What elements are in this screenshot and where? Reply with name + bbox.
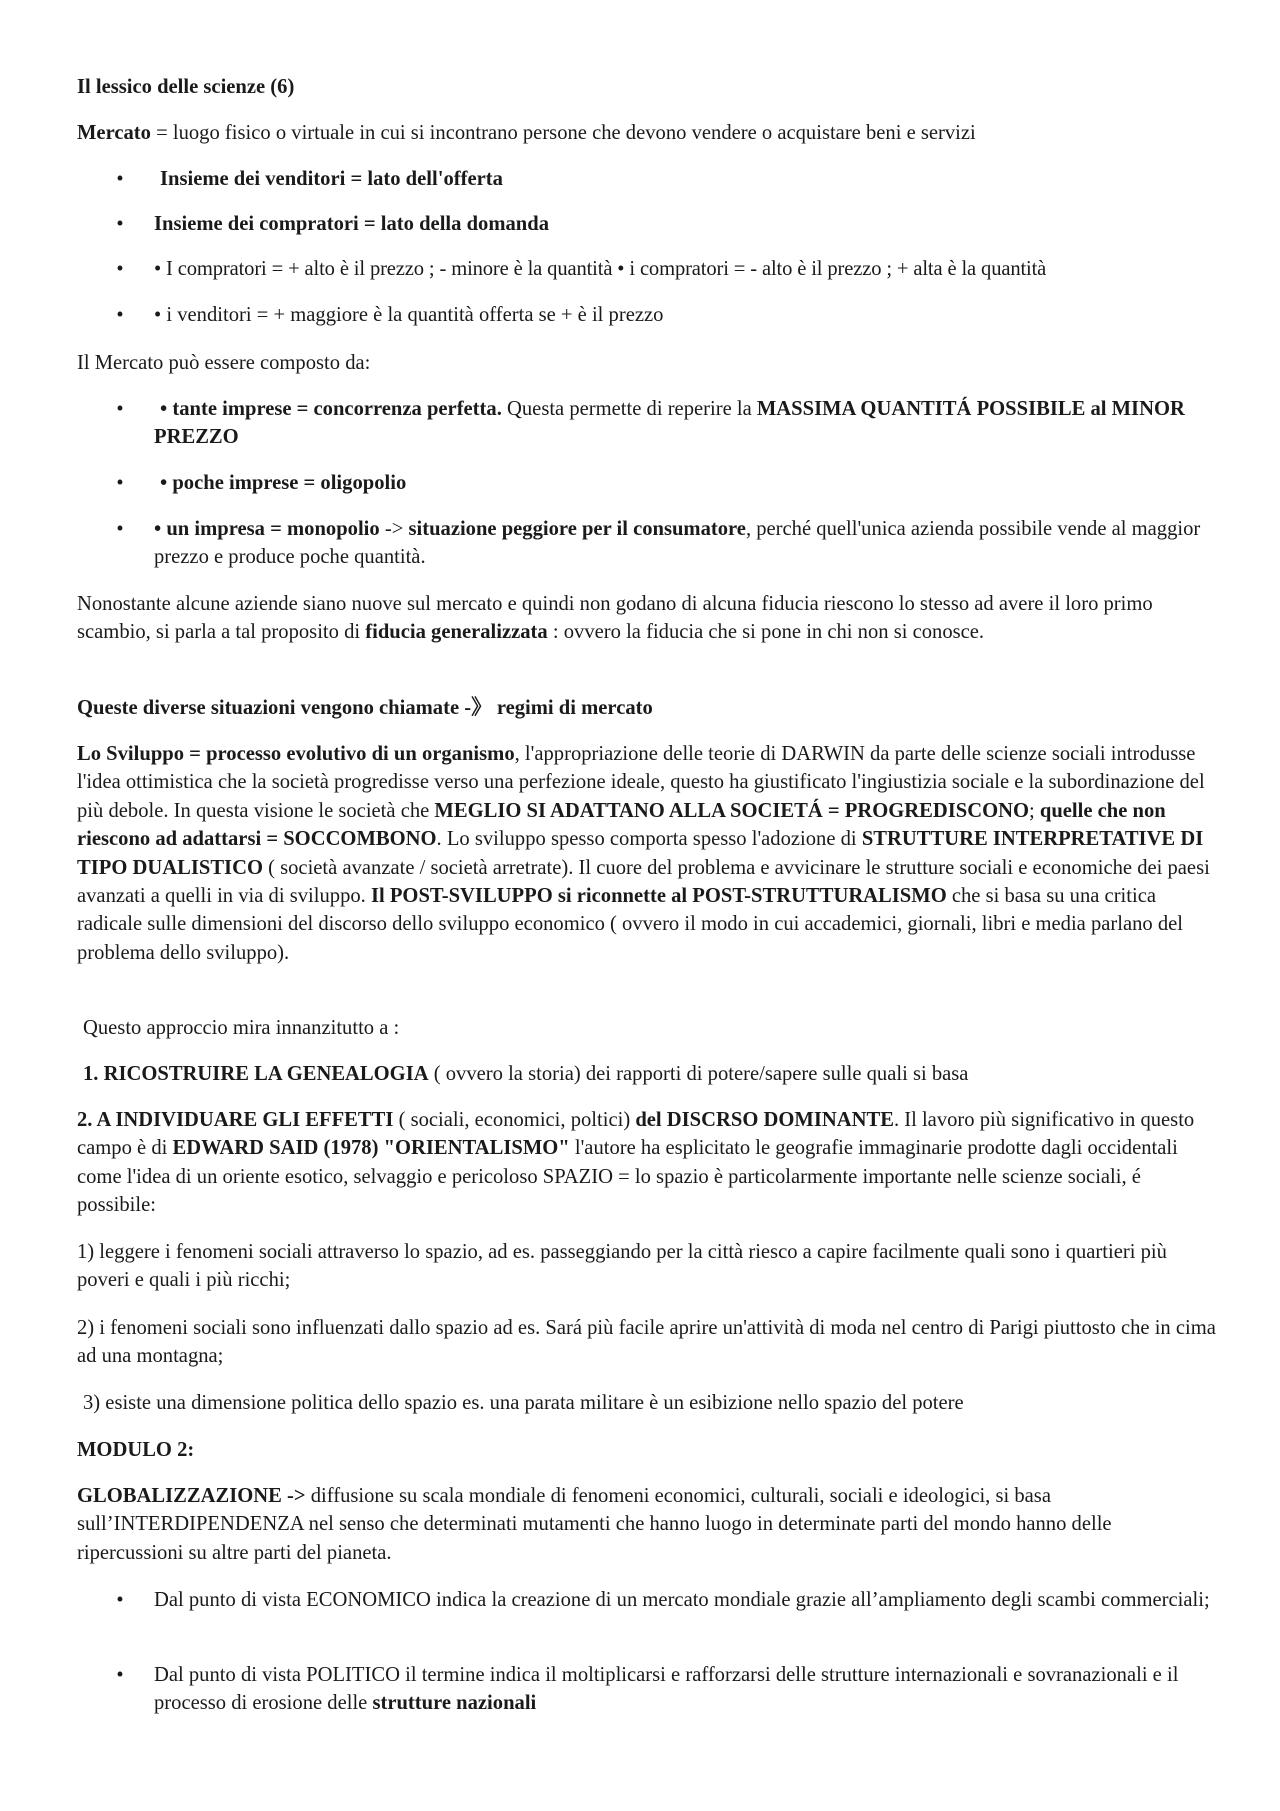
bullet-item: • i venditori = + maggiore è la quantità offerta se + è il prezzo xyxy=(154,304,664,326)
spazio-point-3: 3) esiste una dimensione politica dello spazio es. una parata militare è un esibizione nello spazio del potere xyxy=(83,1392,964,1414)
mercato-text: = luogo fisico o virtuale in cui si incontrano persone che devono vendere o acquistare beni e servizi xyxy=(150,122,976,144)
bullet-glyph: • xyxy=(116,168,124,190)
item-bold: • un impresa = monopolio xyxy=(154,518,380,540)
para-bold: EDWARD SAID (1978) "ORIENTALISMO" xyxy=(172,1137,570,1160)
oligopolio-item: • poche imprese = oligopolio xyxy=(160,472,407,494)
bullet-glyph: • xyxy=(116,213,124,235)
fiducia-paragraph xyxy=(77,590,1217,647)
para-text: l'autore ha esplicitato le geografie immaginarie prodotte dagli occidentali come l'idea di un oriente esotico, selvaggio e pericoloso SPAZIO = lo spazio è particolarmente importante nelle scienze sociali, é possibile: xyxy=(77,1137,1178,1217)
para-text: ( sociali, economici, poltici) xyxy=(393,1109,636,1131)
bullet-glyph: • xyxy=(116,258,124,280)
spazio-point-1: 1) leggere i fenomeni sociali attraverso lo spazio, ad es. passeggiando per la città riesco a capire facilmente quali sono i quartieri più poveri e quali i più ricchi; xyxy=(77,1241,1167,1292)
bullet-glyph: • xyxy=(116,1664,124,1686)
para-text: diffusione su scala mondiale di fenomeni economici, culturali, sociali e ideologici, si basa sull’INTERDIPENDENZA nel senso che determinati mutamenti che hanno luogo in determinate parti del mondo hanno delle ripercussioni su altre parti del pianeta. xyxy=(77,1485,1112,1564)
para-bold: 2. A INDIVIDUARE GLI EFFETTI xyxy=(77,1109,394,1131)
bullet-glyph: • xyxy=(116,398,124,420)
item-bold: • tante imprese = concorrenza perfetta. xyxy=(160,398,502,420)
mercato-term: Mercato xyxy=(77,122,151,144)
para-bold: GLOBALIZZAZIONE -> xyxy=(77,1485,306,1507)
para-text: che si basa su una critica radicale sulle dimensioni del discorso dello sviluppo economico ( ovvero il modo in cui accademici, giornali, libri e media parlano del problema dello sviluppo). xyxy=(77,885,1184,964)
para-bold: fiducia generalizzata xyxy=(365,621,548,644)
bullet-glyph: • xyxy=(116,472,124,494)
concorrenza-perfetta-item xyxy=(154,395,1222,452)
para-text: : ovvero la fiducia che si pone in chi non si conosce. xyxy=(547,621,985,644)
para-bold: Lo Sviluppo = processo evolutivo di un organismo xyxy=(77,743,515,765)
bullet-economico: Dal punto di vista ECONOMICO indica la creazione di un mercato mondiale grazie all’ampliamento degli scambi commerciali; xyxy=(154,1589,1210,1611)
item-arrow: -> xyxy=(379,518,409,540)
monopolio-item xyxy=(154,515,1222,572)
para-bold: del DISCRSO DOMINANTE xyxy=(635,1109,894,1131)
punto-2 xyxy=(77,1106,1217,1220)
para-bold: quelle che non riescono ad adattarsi = SOCCOMBONO xyxy=(77,799,1166,851)
item-text: , perché quell'unica azienda possibile vende al maggior prezzo e produce poche quantità. xyxy=(154,518,1201,569)
modulo-heading: MODULO 2: xyxy=(77,1439,195,1461)
regimi-heading: Queste diverse situazioni vengono chiamate -》 regimi di mercato xyxy=(77,697,653,719)
para-text: . Il lavoro più significativo in questo campo è di xyxy=(77,1109,1195,1160)
mercato-definition xyxy=(77,119,1217,147)
item-bold: situazione peggiore per il consumatore xyxy=(408,518,746,540)
composizione-intro: Il Mercato può essere composto da: xyxy=(77,352,371,374)
bullet-item: Insieme dei compratori = lato della domanda xyxy=(154,213,549,235)
sviluppo-paragraph xyxy=(77,740,1217,967)
bullet-glyph: • xyxy=(116,1589,124,1611)
para-text: ; xyxy=(1029,799,1040,822)
para-bold: Il POST-SVILUPPO si riconnette al POST-STRUTTURALISMO xyxy=(370,885,947,908)
spazio-point-2: 2) i fenomeni sociali sono influenzati dallo spazio ad es. Sará più facile aprire un'attività di moda nel centro di Parigi piuttosto che in cima ad una montagna; xyxy=(77,1317,1216,1368)
punto-1 xyxy=(77,1060,1223,1088)
globalizzazione-paragraph xyxy=(77,1482,1217,1567)
bullet-politico xyxy=(154,1661,1222,1718)
approccio-intro: Questo approccio mira innanzitutto a : xyxy=(83,1017,400,1039)
para-text: . Lo sviluppo spesso comporta spesso l'adozione di xyxy=(436,828,862,851)
document-heading: Il lessico delle scienze (6) xyxy=(77,76,295,98)
para-text: ( ovvero la storia) dei rapporti di potere/sapere sulle quali si basa xyxy=(428,1063,969,1085)
para-bold: 1. RICOSTRUIRE LA GENEALOGIA xyxy=(83,1063,429,1085)
para-bold: MEGLIO SI ADATTANO ALLA SOCIETÁ = PROGREDISCONO xyxy=(434,799,1029,822)
item-bold: MASSIMA QUANTITÁ POSSIBILE al MINOR PREZZO xyxy=(154,398,1185,449)
para-bold: strutture nazionali xyxy=(372,1692,537,1715)
para-text: , l'appropriazione delle teorie di DARWIN da parte delle scienze sociali introdusse l'idea ottimistica che la società progredisse verso una perfezione ideale, questo ha giustificato l'ingiustizia sociale e la subordinazione del più debole. In questa visione le società che xyxy=(77,743,1205,822)
bullet-glyph: • xyxy=(116,304,124,326)
item-text: Questa permette di reperire la xyxy=(501,398,757,420)
bullet-glyph: • xyxy=(116,518,124,540)
para-text: ( società avanzate / società arretrate). Il cuore del problema e avvicinare le strutture sociali e economiche dei paesi avanzati a quelli in via di sviluppo. xyxy=(77,856,1210,908)
para-bold: STRUTTURE INTERPRETATIVE DI TIPO DUALISTICO xyxy=(77,828,1204,879)
bullet-item: • I compratori = + alto è il prezzo ; - minore è la quantità • i compratori = - alto è il prezzo ; + alta è la quantità xyxy=(154,258,1047,280)
para-text: Dal punto di vista POLITICO il termine indica il moltiplicarsi e rafforzarsi delle strutture internazionali e sovranazionali e il processo di erosione delle xyxy=(154,1664,1179,1715)
para-text: Nonostante alcune aziende siano nuove sul mercato e quindi non godano di alcuna fiducia riescono lo stesso ad avere il loro primo scambio, si parla a tal proposito di xyxy=(77,593,1153,644)
bullet-item: Insieme dei venditori = lato dell'offerta xyxy=(160,168,503,190)
